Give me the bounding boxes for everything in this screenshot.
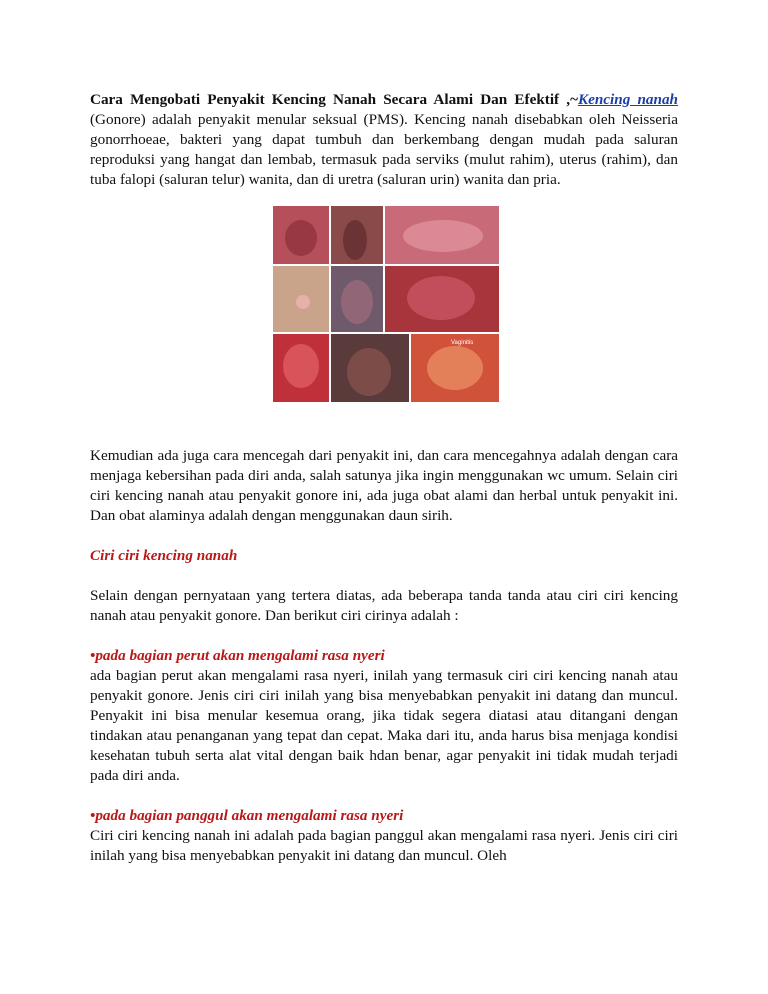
intro-text: (Gonore) adalah penyakit menular seksual (PMS). Kencing nanah disebabkan oleh Neisseria gonorrhoeae, bakteri yang dapat tumbuh dan berkembang dengan mudah pada saluran reproduksi yang hangat dan lembab, termasuk pada serviks (mulut rahim), uterus (rahim), dan tuba falopi (saluran telur) wanita, dan di uretra (saluran urin) wanita dan pria. — [90, 111, 678, 188]
bullet-heading-pelvis: •pada bagian panggul akan mengalami rasa nyeri — [90, 807, 404, 824]
intro-title: Cara Mengobati Penyakit Kencing Nanah Secara Alami Dan Efektif ,~ — [90, 91, 578, 108]
bullet-text-pelvis: Ciri ciri kencing nanah ini adalah pada bagian panggul akan mengalami rasa nyeri. Jenis ciri ciri inilah yang bisa menyebabkan penyakit ini datang dan muncul. Oleh — [90, 827, 678, 864]
bullet-heading-abdomen: •pada bagian perut akan mengalami rasa nyeri — [90, 647, 385, 664]
section-heading: Ciri ciri kencing nanah — [90, 547, 238, 564]
bullet-text-abdomen: ada bagian perut akan mengalami rasa nyeri, inilah yang termasuk ciri ciri kencing nanah atau penyakit gonore. Jenis ciri ciri inilah yang bisa menyebabkan penyakit ini datang dan muncul. Penyakit ini bisa menular kesemua orang, jika tidak segera diatasi atau ditangani dengan tindakan atau penanganan yang tepat dan cepat. Maka dari itu, anda harus bisa menjaga kondisi kesehatan tubuh serta alat vital dengan baik hdan benar, agar penyakit ini tidak mudah terjadi pada diri anda. — [90, 667, 678, 784]
kencing-nanah-link[interactable]: Kencing nanah — [577, 91, 678, 108]
intro-paragraph — [90, 90, 678, 190]
prevention-paragraph: Kemudian ada juga cara mencegah dari penyakit ini, dan cara mencegahnya adalah dengan cara menjaga kebersihan pada diri anda, salah satunya jika ingin menggunakan wc umum. Selain ciri ciri kencing nanah atau penyakit gonore ini, ada juga obat alami dan herbal untuk penyakit ini. Dan obat alaminya adalah dengan menggunakan daun sirih. — [90, 447, 678, 524]
collage-photo-label: Vaginitis — [451, 340, 474, 346]
intro-symptoms-paragraph: Selain dengan pernyataan yang tertera diatas, ada beberapa tanda tanda atau ciri ciri kencing nanah atau penyakit gonore. Dan berikut ciri cirinya adalah : — [90, 587, 678, 624]
symptom-photo-collage — [273, 206, 499, 402]
document-page — [90, 90, 678, 866]
